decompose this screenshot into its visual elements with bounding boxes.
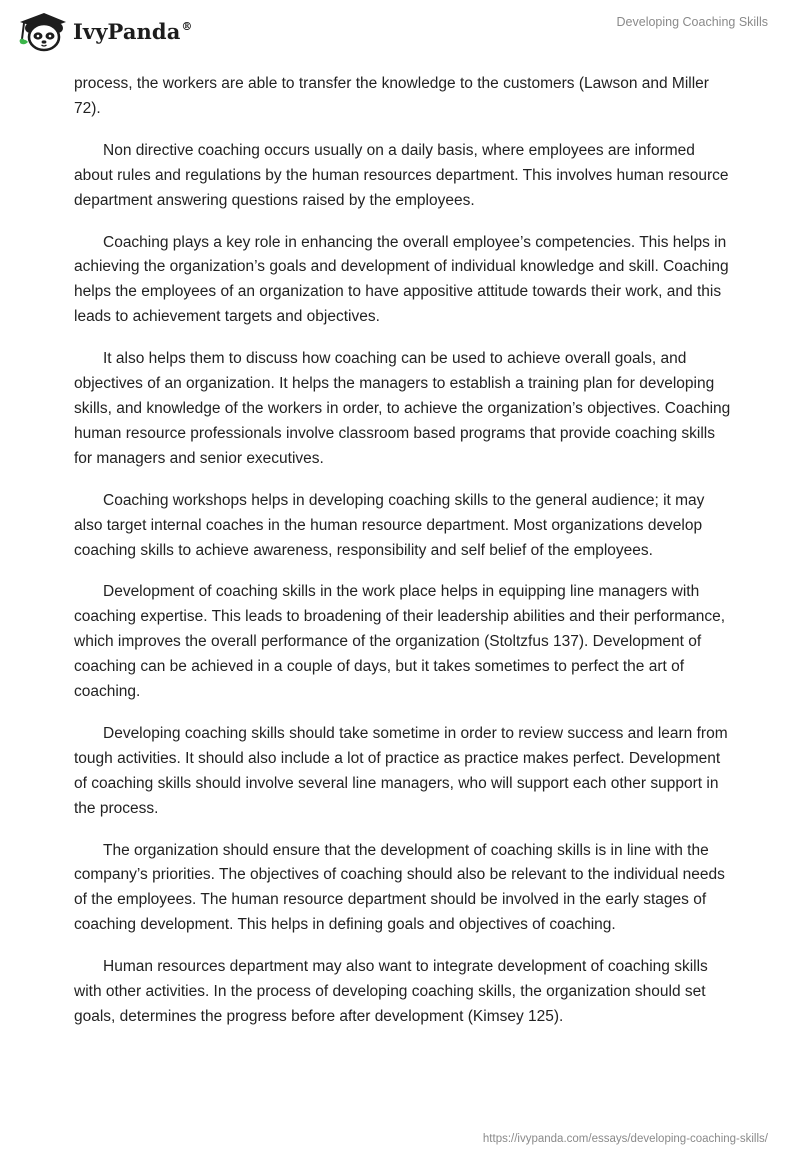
paragraph: Developing coaching skills should take sometime in order to review success and learn from tough activities. It should also include a lot of practice as practice makes perfect. Development of coaching skills should involve several line managers, who will support each other support in the process. bbox=[74, 724, 728, 817]
source-url-link[interactable]: https://ivypanda.com/essays/developing-coaching-skills/ bbox=[482, 1133, 768, 1145]
registered-mark: ® bbox=[181, 19, 193, 33]
brand-name bbox=[73, 19, 193, 44]
running-title: Developing Coaching Skills bbox=[616, 15, 768, 29]
page-header bbox=[0, 0, 800, 68]
paragraph: Coaching plays a key role in enhancing the overall employee’s competencies. This helps in achieving the organization’s goals and development of individual knowledge and skill. Coaching helps the employees of an organization to have appositive attitude towards their work, and this leads to achievement targets and objectives. bbox=[74, 233, 729, 326]
paragraph: It also helps them to discuss how coaching can be used to achieve overall goals, and objectives of an organization. It helps the managers to establish a training plan for developing skills, and knowledge of the workers in order, to achieve the organization’s objectives. Coaching human resource professionals involve classroom based programs that provide coaching skills for managers and senior executives. bbox=[74, 350, 731, 467]
paragraph: Non directive coaching occurs usually on a daily basis, where employees are informed about rules and regulations by the human resources department. This involves human resource department answering questions raised by the employees. bbox=[74, 141, 729, 209]
paragraph: process, the workers are able to transfer the knowledge to the customers (Lawson and Miller 72). bbox=[74, 75, 709, 117]
panda-graduate-icon bbox=[14, 10, 66, 52]
paragraph: Development of coaching skills in the work place helps in equipping line managers with coaching expertise. This leads to broadening of their leadership abilities and their performance, which improves the overall performance of the organization (Stoltzfus 137). Development of coaching can be achieved in a couple of days, but it takes sometimes to perfect the art of coaching. bbox=[74, 583, 726, 701]
paragraph: Coaching workshops helps in developing coaching skills to the general audience; it may also target internal coaches in the human resource department. Most organizations develop coaching skills to achieve awareness, responsibility and self belief of the employees. bbox=[74, 491, 705, 559]
paragraph: Human resources department may also want to integrate development of coaching skills with other activities. In the process of developing coaching skills, the organization should set goals, determines the progress before after development (Kimsey 125). bbox=[74, 958, 708, 1025]
brand-text: IvyPanda bbox=[73, 18, 181, 44]
essay-body bbox=[74, 72, 734, 1047]
ivypanda-logo[interactable] bbox=[14, 10, 193, 52]
paragraph: The organization should ensure that the development of coaching skills is in line with the company’s priorities. The objectives of coaching should also be relevant to the individual needs of the employees. The human resource department should be involved in the early stages of coaching development. This helps in defining goals and objectives of coaching. bbox=[74, 841, 725, 934]
